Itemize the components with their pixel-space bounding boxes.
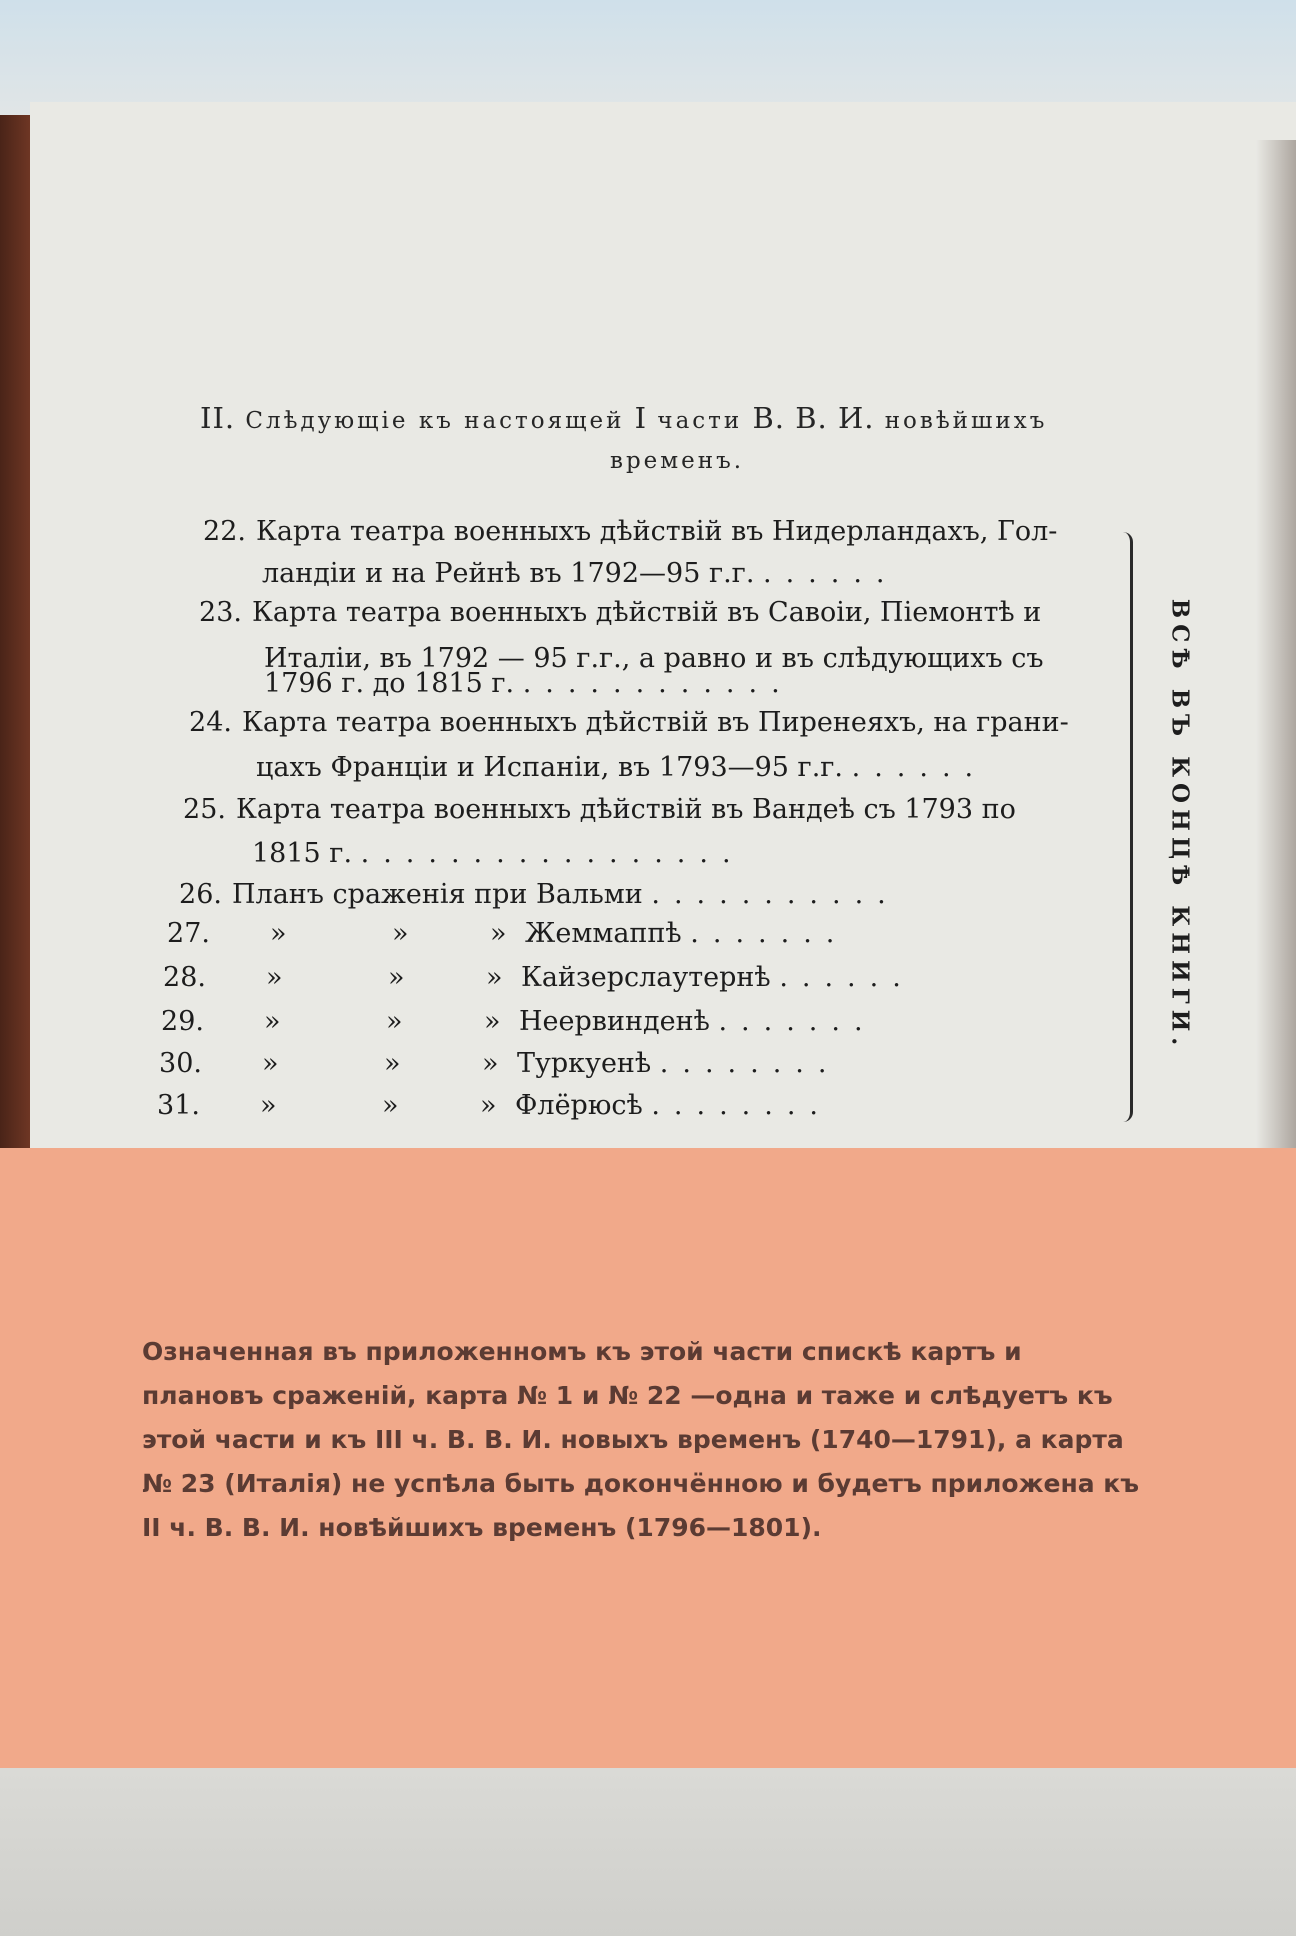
section-heading — [200, 398, 1180, 441]
leader-dots: ................. — [360, 838, 745, 869]
list-item-25 — [170, 790, 1016, 830]
item-number: 27. — [167, 918, 210, 949]
item-number: 30. — [159, 1048, 202, 1079]
item-23-line2: Италіи, въ 1792 — 95 г.г., а равно и въ слѣдующихъ съ — [264, 643, 1044, 674]
page-bottom — [0, 1768, 1296, 1936]
list-item-26 — [166, 875, 900, 915]
item-number: 26. — [179, 879, 222, 910]
item-number: 23. — [199, 597, 242, 628]
item-text-line1: Карта театра военныхъ дѣйствій въ Пиренеяхъ, на грани- — [242, 707, 1069, 738]
ditto-mark: » — [490, 918, 507, 949]
ditto-mark: » — [484, 1006, 501, 1037]
ditto-mark: » — [262, 1048, 279, 1079]
item-number: 24. — [189, 707, 232, 738]
ditto-mark: » — [392, 918, 409, 949]
battle-place: Флёрюсѣ ........ — [515, 1090, 833, 1121]
list-item-31 — [150, 1090, 1110, 1130]
battle-place: Туркуенѣ ........ — [517, 1048, 841, 1079]
heading-part2: I — [624, 401, 658, 435]
side-note-vertical: ВСѢ ВЪ КОНЦѢ КНИГИ. — [1166, 598, 1194, 1052]
ditto-mark: » — [384, 1048, 401, 1079]
heading-prefix: II. — [200, 401, 246, 435]
list-item-28 — [156, 962, 1116, 1002]
heading-part1: Слѣдующіе къ настоящей — [245, 408, 625, 434]
note-line5: II ч. В. В. И. новѣйшихъ временъ (1796—1801). — [142, 1513, 822, 1542]
list-item-24 — [176, 703, 1069, 743]
battle-place: Кайзерслаутернѣ ...... — [521, 962, 915, 993]
heading-part4: В. В. И. — [742, 401, 885, 435]
battle-place: Неервинденѣ ....... — [519, 1006, 877, 1037]
ditto-mark: » — [266, 962, 283, 993]
item-text-line2: цахъ Франціи и Испаніи, въ 1793—95 г.г. — [256, 752, 844, 783]
ditto-mark: » — [270, 918, 287, 949]
item-25-line2 — [252, 838, 745, 869]
ditto-mark: » — [382, 1090, 399, 1121]
item-text-line1: Карта театра военныхъ дѣйствій въ Вандеѣ съ 1793 по — [236, 794, 1016, 825]
ditto-mark: » — [388, 962, 405, 993]
item-number: 25. — [183, 794, 226, 825]
item-text-line1: Планъ сраженія при Вальми — [232, 879, 643, 910]
list-item-30 — [152, 1048, 1112, 1088]
item-24-line2 — [256, 752, 987, 783]
item-text-line2: ландіи и на Рейнѣ въ 1792—95 г.г. — [262, 558, 755, 589]
list-item-27 — [160, 918, 1120, 958]
note-line4: № 23 (Италія) не успѣла быть докончённою и будетъ приложена къ — [142, 1469, 1140, 1498]
item-number: 28. — [163, 962, 206, 993]
ditto-mark: » — [386, 1006, 403, 1037]
ditto-mark: » — [482, 1048, 499, 1079]
ditto-mark: » — [264, 1006, 281, 1037]
battle-place: Жеммаппѣ ....... — [525, 918, 849, 949]
heading-part5: новѣйшихъ — [884, 408, 1048, 434]
leader-dots: ........... — [651, 879, 900, 910]
item-text-line1: Карта театра военныхъ дѣйствій въ Нидерландахъ, Гол- — [256, 516, 1058, 547]
ditto-mark: » — [486, 962, 503, 993]
leader-dots: ...... — [763, 558, 899, 589]
item-number: 31. — [157, 1090, 200, 1121]
ditto-mark: » — [480, 1090, 497, 1121]
item-number: 29. — [161, 1006, 204, 1037]
item-text-line2: 1815 г. — [252, 838, 353, 869]
leader-dots: ............ — [522, 668, 794, 699]
item-number: 22. — [203, 516, 246, 547]
heading-part3: части — [657, 408, 743, 434]
note-line2: плановъ сраженій, карта № 1 и № 22 —одна и таже и слѣдуетъ къ — [142, 1381, 1113, 1410]
item-text-line3: 1796 г. до 1815 г. — [264, 668, 515, 699]
item-23-line3 — [264, 668, 794, 699]
list-item-29 — [154, 1006, 1114, 1046]
grouping-brace — [1114, 532, 1133, 1122]
note-line3: этой части и къ III ч. В. В. И. новыхъ временъ (1740—1791), а карта — [142, 1425, 1124, 1454]
item-22-line2 — [262, 558, 899, 589]
note-line1: Означенная въ приложенномъ къ этой части спискѣ картъ и — [142, 1337, 1022, 1366]
item-text-line1: Карта театра военныхъ дѣйствій въ Савоіи, Піемонтѣ и — [252, 597, 1042, 628]
leader-dots: ...... — [851, 752, 988, 783]
list-item-22 — [190, 512, 1057, 552]
heading-line2: временъ. — [610, 448, 745, 474]
errata-note — [142, 1330, 1182, 1550]
ditto-mark: » — [260, 1090, 277, 1121]
list-item-23 — [186, 593, 1041, 633]
